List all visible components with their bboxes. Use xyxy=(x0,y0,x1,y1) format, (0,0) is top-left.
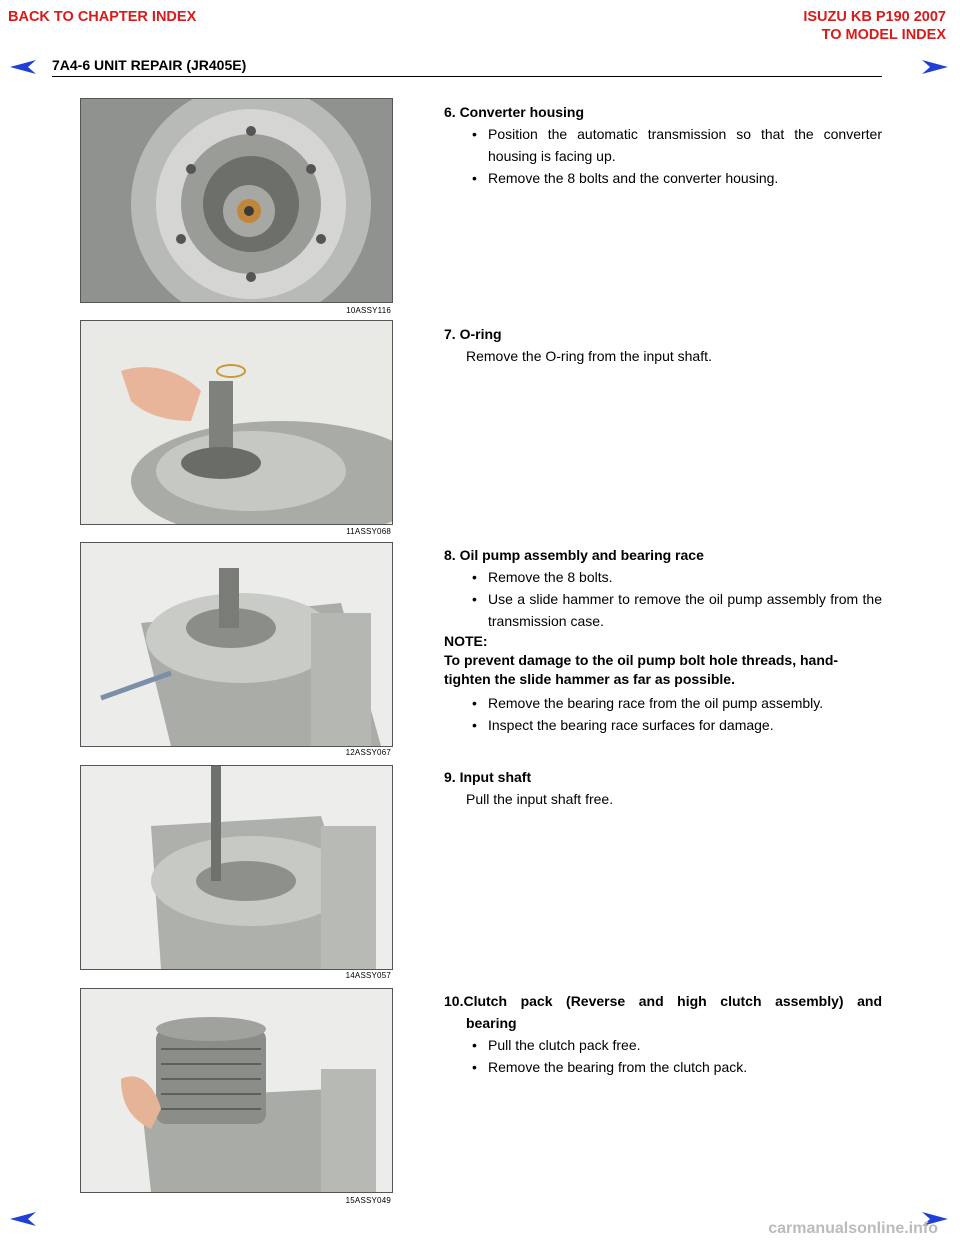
model-title-link[interactable]: ISUZU KB P190 2007 xyxy=(803,9,946,25)
bullet-icon: • xyxy=(472,717,477,733)
bullet-icon: • xyxy=(472,591,477,607)
step-heading: 8. Oil pump assembly and bearing race xyxy=(444,547,704,563)
previous-page-arrow-icon[interactable] xyxy=(10,60,36,74)
bullet-item: • Remove the 8 bolts. xyxy=(444,566,882,588)
bullet-item: • Inspect the bearing race surfaces for damage. xyxy=(444,714,882,736)
page-header-title: 7A4-6 UNIT REPAIR (JR405E) xyxy=(52,57,247,73)
bullet-item: • Pull the clutch pack free. xyxy=(444,1034,882,1056)
watermark: carmanualsonline.info xyxy=(768,1220,938,1237)
step-heading: 7. O-ring xyxy=(444,326,502,342)
photo-caption: 11ASSY068 xyxy=(346,527,391,536)
section-converter-housing xyxy=(444,101,882,189)
section-oil-pump xyxy=(444,544,882,736)
photo-caption: 14ASSY057 xyxy=(345,971,391,980)
note-text: To prevent damage to the oil pump bolt hole threads, hand-tighten the slide hammer as far as possible. xyxy=(444,652,839,687)
bullet-item: • Use a slide hammer to remove the oil pump assembly from the transmission case. xyxy=(444,588,882,632)
previous-page-arrow-icon[interactable] xyxy=(10,1212,36,1226)
bullet-icon: • xyxy=(472,569,477,585)
bullet-item: • Remove the bearing from the clutch pack. xyxy=(444,1056,882,1078)
to-model-index-link[interactable]: TO MODEL INDEX xyxy=(821,27,946,43)
oil-pump-removal-photo xyxy=(80,542,393,747)
step-heading-continued: bearing xyxy=(466,1015,517,1031)
bullet-item: • Position the automatic transmission so that the converter housing is facing up. xyxy=(444,123,882,167)
step-text: Remove the O-ring from the input shaft. xyxy=(466,348,712,364)
converter-housing-photo xyxy=(80,98,393,303)
o-ring-removal-photo xyxy=(80,320,393,525)
step-heading: 6. Converter housing xyxy=(444,104,585,120)
clutch-pack-removal-photo xyxy=(80,988,393,1193)
bullet-icon: • xyxy=(472,1059,477,1075)
step-text: Pull the input shaft free. xyxy=(466,791,614,807)
photo-caption: 10ASSY116 xyxy=(346,306,391,315)
bullet-icon: • xyxy=(472,126,477,142)
bullet-icon: • xyxy=(472,170,477,186)
section-input-shaft xyxy=(444,766,882,810)
photo-caption: 15ASSY049 xyxy=(345,1196,391,1205)
header-divider xyxy=(52,76,882,77)
bullet-icon: • xyxy=(472,1037,477,1053)
section-clutch-pack xyxy=(444,990,882,1078)
bullet-item: • Remove the bearing race from the oil pump assembly. xyxy=(444,692,882,714)
section-o-ring xyxy=(444,323,882,367)
step-heading: 9. Input shaft xyxy=(444,769,532,785)
next-page-arrow-icon[interactable] xyxy=(922,60,948,74)
bullet-icon: • xyxy=(472,695,477,711)
bullet-item: • Remove the 8 bolts and the converter housing. xyxy=(444,167,882,189)
input-shaft-removal-photo xyxy=(80,765,393,970)
photo-caption: 12ASSY067 xyxy=(345,748,391,757)
note-label: NOTE: xyxy=(444,633,488,649)
step-heading: 10.Clutch pack (Reverse and high clutch assembly) and xyxy=(444,993,882,1009)
back-to-chapter-index-link[interactable]: BACK TO CHAPTER INDEX xyxy=(8,9,197,25)
